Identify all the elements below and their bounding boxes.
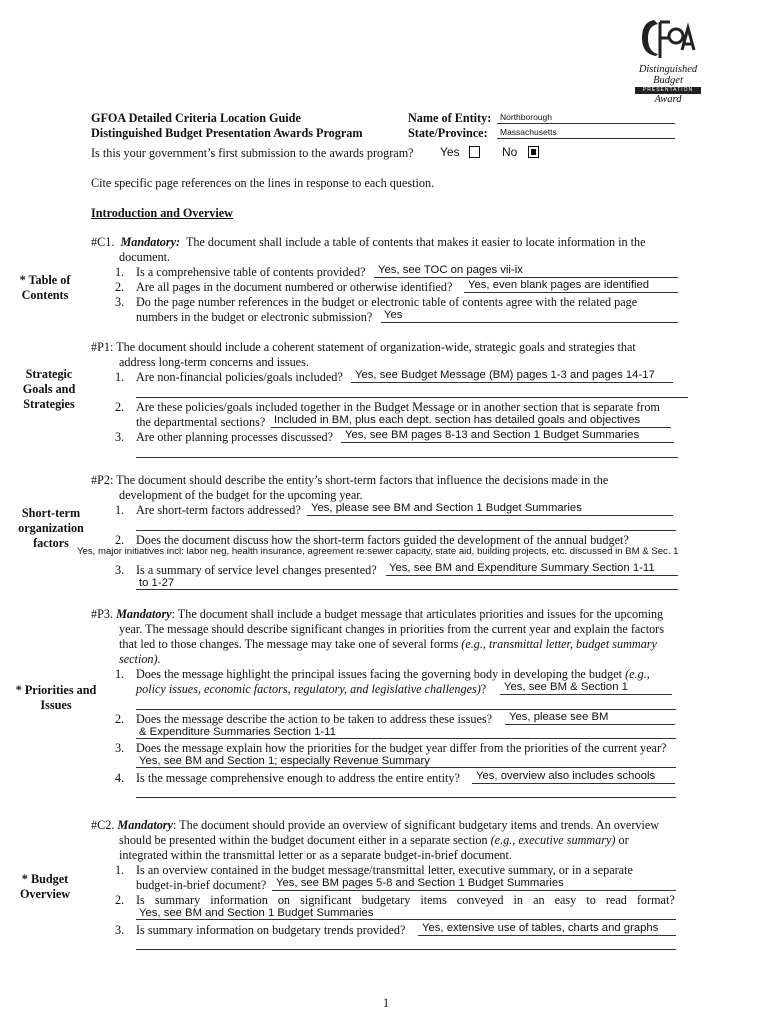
p2-a2-field[interactable]: Yes, major initiatives incl: labor neg, health insurance, agreement re:sewer capacity, state aid, building projects, etc. discussed in BM & Sec. 1 <box>77 546 679 557</box>
gfoa-logo <box>618 14 718 105</box>
p3-statement <box>91 607 688 622</box>
p2-q2-num: 2. <box>115 533 125 547</box>
c2-id: #C2. <box>91 818 115 832</box>
side-label-priorities-issues <box>8 683 104 713</box>
side-line: Goals and <box>22 382 76 396</box>
p1-a3-field[interactable]: Yes, see BM pages 8-13 and Section 1 Budget Summaries <box>345 429 640 441</box>
c2-a3-field[interactable]: Yes, extensive use of tables, charts and graphs <box>422 922 659 934</box>
c2-statement-line2 <box>119 833 688 848</box>
side-label-strategic-goals <box>4 367 94 412</box>
side-line: Strategic <box>25 367 73 381</box>
p3-text-3b: (e.g., transmittal letter, budget summary <box>461 637 657 651</box>
side-label-table-of-contents <box>0 273 90 303</box>
p3-id: #P3. <box>91 607 114 621</box>
c2-a1-field[interactable]: Yes, see BM pages 5-8 and Section 1 Budget Summaries <box>276 877 564 889</box>
p1-statement-cont: address long-term concerns and issues. <box>119 355 309 369</box>
c1-a3-line <box>381 322 678 323</box>
p3-q1-cont <box>136 682 486 697</box>
p3-q1-num: 1. <box>115 667 125 681</box>
yes-option[interactable] <box>440 145 480 160</box>
c1-q2: Are all pages in the document numbered or otherwise identified? <box>136 280 453 294</box>
p3-q2: Does the message describe the action to be taken to address these issues? <box>136 712 493 726</box>
p2-a3-line-2 <box>136 589 678 590</box>
p3-a2-line <box>505 724 675 725</box>
p2-a1-line <box>307 515 673 516</box>
p1-q3-num: 3. <box>115 430 125 444</box>
p1-a2-field[interactable]: Included in BM, plus each dept. section has detailed goals and objectives <box>274 414 641 426</box>
p1-q1-num: 1. <box>115 370 125 384</box>
side-line: organization <box>18 521 84 535</box>
c2-text-2c: or <box>615 833 629 847</box>
p3-a2-line-2 <box>136 738 676 739</box>
c2-q2: Is summary information on significant budgetary items conveyed in an easy to read format? <box>136 893 675 907</box>
side-line: * Priorities and <box>15 683 97 697</box>
c1-a1-line <box>374 277 678 278</box>
c1-mandatory: Mandatory: <box>120 235 181 249</box>
p3-a4-field[interactable]: Yes, overview also includes schools <box>476 770 656 782</box>
c1-statement-cont: document. <box>119 250 171 264</box>
c2-q1-cont: budget-in-brief document? <box>136 878 267 892</box>
c1-a2-line <box>464 292 678 293</box>
p3-q1-text: Does the message highlight the principal issues facing the governing body in developing the budget <box>136 667 626 681</box>
side-line: Overview <box>19 887 71 901</box>
c2-statement-line3: integrated within the transmittal letter or as a separate budget-in-brief document. <box>119 848 512 862</box>
p1-a1-field[interactable]: Yes, see Budget Message (BM) pages 1-3 and pages 14-17 <box>355 369 655 381</box>
no-checkbox[interactable] <box>528 146 539 158</box>
p3-q1-examples: policy issues, economic factors, regulatory, and legislative challenges) <box>136 682 481 696</box>
p3-a1-line-2 <box>136 709 676 710</box>
state-field[interactable]: Massachusetts <box>500 127 557 137</box>
c1-q2-num: 2. <box>115 280 125 294</box>
section-title: Introduction and Overview <box>91 206 233 220</box>
p3-q4: Is the message comprehensive enough to address the entire entity? <box>136 771 460 785</box>
no-label: No <box>502 145 518 159</box>
c2-q3-num: 3. <box>115 923 125 937</box>
logo-line-2: Budget <box>653 75 683 86</box>
logo-line-1: Distinguished <box>638 64 698 75</box>
p3-q4-num: 4. <box>115 771 125 785</box>
p3-a1-line <box>500 694 672 695</box>
doc-subtitle: Distinguished Budget Presentation Awards Program <box>91 126 363 140</box>
p1-q2: Are these policies/goals included together in the Budget Message or in another section that is separate from <box>136 400 660 414</box>
p2-q2: Does the document discuss how the short-term factors guided the development of the annual budget? <box>136 533 629 547</box>
p3-a3-field[interactable]: Yes, see BM and Section 1; especially Revenue Summary <box>139 755 430 767</box>
c1-q1: Is a comprehensive table of contents provided? <box>136 265 366 279</box>
p2-a1-line-2 <box>136 530 676 531</box>
p1-statement: #P1: The document should include a coherent statement of organization-wide, strategic goals and strategies that <box>91 340 636 354</box>
entity-field[interactable]: Northborough <box>500 112 552 122</box>
p1-q1: Are non-financial policies/goals included? <box>136 370 343 384</box>
c1-id: #C1. <box>91 235 115 249</box>
entity-field-line <box>497 123 675 124</box>
p1-a3-line-2 <box>136 457 678 458</box>
p3-a2-field-cont[interactable]: & Expenditure Summaries Section 1-11 <box>139 726 336 738</box>
side-line: Short-term <box>21 506 81 520</box>
p2-statement: #P2: The document should describe the entity’s short-term factors that influence the decisions made in the <box>91 473 609 487</box>
c2-statement <box>91 818 688 833</box>
c2-q3: Is summary information on budgetary trends provided? <box>136 923 406 937</box>
p1-a3-line <box>341 442 674 443</box>
p3-mandatory: Mandatory <box>116 607 172 621</box>
p3-q3-num: 3. <box>115 741 125 755</box>
c2-text: : The document should provide an overview of significant budgetary items and trends. An overview <box>172 818 660 832</box>
p1-a1-line <box>351 382 673 383</box>
cite-instruction: Cite specific page references on the lines in response to each question. <box>91 176 435 190</box>
p2-q1: Are short-term factors addressed? <box>136 503 301 517</box>
doc-title: GFOA Detailed Criteria Location Guide <box>91 111 301 125</box>
c2-a2-line <box>136 919 676 920</box>
p3-a3-line <box>136 767 676 768</box>
side-line: * Budget <box>21 872 69 886</box>
p3-statement-line2: year. The message should describe significant changes in priorities from the current year and explain the factors <box>119 622 664 636</box>
first-submission-question: Is this your government’s first submission to the awards program? <box>91 146 414 160</box>
p2-q1-num: 1. <box>115 503 125 517</box>
c2-a2-field[interactable]: Yes, see BM and Section 1 Budget Summaries <box>139 907 374 919</box>
c1-a2-field[interactable]: Yes, even blank pages are identified <box>468 279 650 291</box>
c1-q1-num: 1. <box>115 265 125 279</box>
p1-q2-cont: the departmental sections? <box>136 415 266 429</box>
state-label: State/Province: <box>408 126 488 140</box>
p3-statement-line4: section). <box>119 652 161 666</box>
c1-text: The document shall include a table of contents that makes it easier to locate information in the <box>185 235 646 249</box>
side-label-short-term-factors <box>6 506 96 551</box>
p1-q3: Are other planning processes discussed? <box>136 430 333 444</box>
side-line: Strategies <box>23 397 75 411</box>
c2-text-2b: (e.g., executive summary) <box>490 833 616 847</box>
p2-statement-cont: development of the budget for the upcoming year. <box>119 488 363 502</box>
side-line: factors <box>33 536 69 550</box>
c1-a3-field[interactable]: Yes <box>384 309 403 321</box>
no-option[interactable] <box>502 145 539 160</box>
state-field-line <box>497 138 675 139</box>
c1-q3-num: 3. <box>115 295 125 309</box>
p3-q3: Does the message explain how the priorities for the budget year differ from the priorities of the current year? <box>136 741 667 755</box>
p3-text-3a: that led to those changes. The message may take one of several forms <box>119 637 462 651</box>
c1-q3-cont: numbers in the budget or electronic submission? <box>136 310 373 324</box>
page-number: 1 <box>383 996 390 1010</box>
side-line: * Table of <box>19 273 71 287</box>
c1-statement <box>91 235 688 250</box>
p3-q1-eg: (e.g., <box>625 667 650 681</box>
p2-q3: Is a summary of service level changes presented? <box>136 563 377 577</box>
p2-a3-field[interactable]: Yes, see BM and Expenditure Summary Section 1-11 <box>389 562 655 574</box>
p3-statement-line3 <box>119 637 688 652</box>
p3-a2-field[interactable]: Yes, please see BM <box>509 711 609 723</box>
yes-label: Yes <box>440 145 460 159</box>
c2-q1: Is an overview contained in the budget message/transmittal letter, executive summary, or in a separate <box>136 863 633 877</box>
p1-a2-line <box>271 427 671 428</box>
p3-a1-field[interactable]: Yes, see BM & Section 1 <box>504 681 628 693</box>
p2-q3-num: 3. <box>115 563 125 577</box>
logo-banner: PRESENTATION <box>635 87 701 94</box>
side-line: Issues <box>40 698 72 712</box>
yes-checkbox[interactable] <box>469 146 480 158</box>
p2-a3-field-cont[interactable]: to 1-27 <box>139 577 175 589</box>
c2-a3-line-2 <box>136 949 676 950</box>
p1-q2-num: 2. <box>115 400 125 414</box>
c1-q3: Do the page number references in the budget or electronic table of contents agree with the related page <box>136 295 638 309</box>
gfoa-seal-icon <box>618 14 718 62</box>
p3-q1-qmark: ? <box>480 682 487 696</box>
side-label-budget-overview <box>0 872 90 902</box>
c2-text-2a: should be presented within the budget document either in a separate section <box>119 833 491 847</box>
p3-q1 <box>136 667 650 682</box>
p2-a1-field[interactable]: Yes, please see BM and Section 1 Budget Summaries <box>311 502 582 514</box>
side-line: Contents <box>21 288 69 302</box>
c1-a1-field[interactable]: Yes, see TOC on pages vii-ix <box>378 264 523 276</box>
p3-a4-line-2 <box>136 797 676 798</box>
entity-label: Name of Entity: <box>408 111 492 125</box>
p3-q2-num: 2. <box>115 712 125 726</box>
p1-a1-line-2 <box>136 397 688 398</box>
p3-text: : The document shall include a budget message that articulates priorities and issues for the upcoming <box>171 607 664 621</box>
c2-a1-line <box>272 890 676 891</box>
logo-line-4: Award <box>654 94 682 105</box>
c2-q2-num: 2. <box>115 893 125 907</box>
c2-q1-num: 1. <box>115 863 125 877</box>
c2-a3-line <box>418 935 676 936</box>
p3-a4-line <box>472 783 675 784</box>
c2-mandatory: Mandatory <box>117 818 173 832</box>
p2-a3-line <box>386 575 678 576</box>
